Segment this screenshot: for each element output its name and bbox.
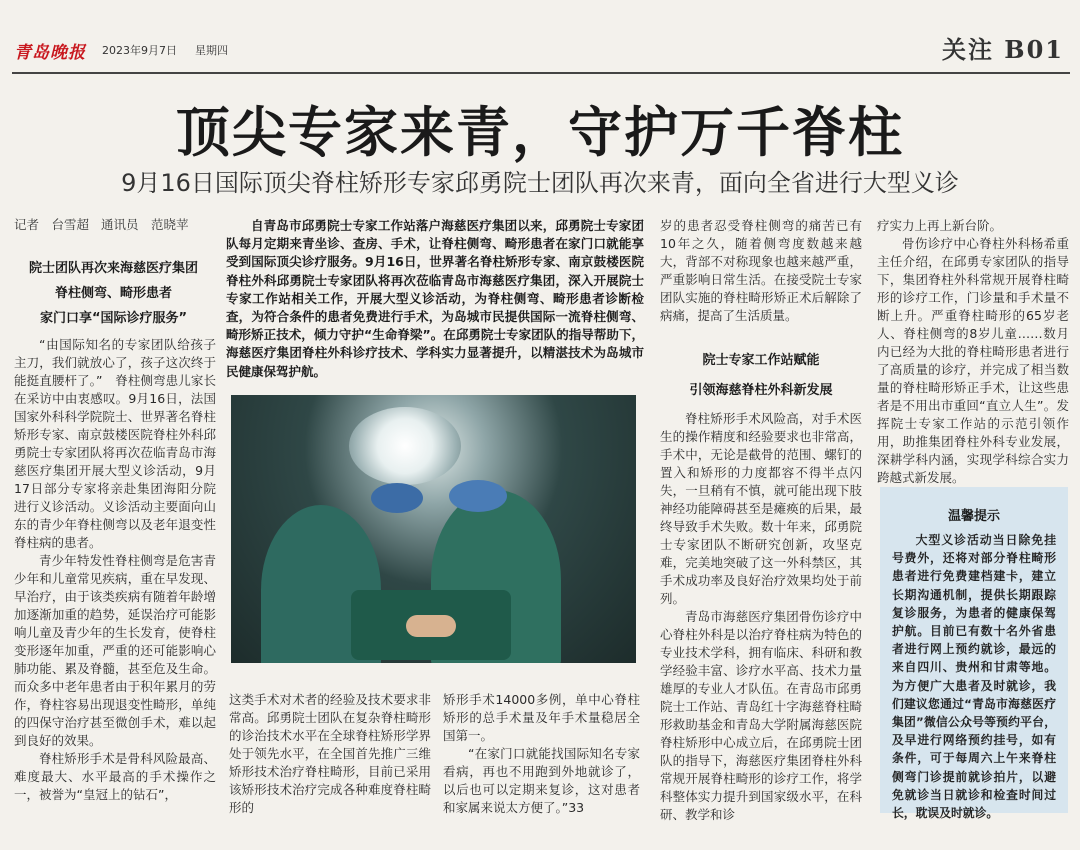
- article-column-5: [877, 217, 1069, 487]
- section-label: 关注 B01: [941, 35, 1064, 64]
- correspondent-credit: 通讯员 范晓苹: [101, 217, 189, 232]
- paragraph: “由国际知名的专家团队给孩子主刀，我们就放心了，孩子这次终于能挺直腰杆了。” 脊柱侧弯患儿家长在采访中由衷感叹。9月16日，法国国家外科科学院院士、世界著名脊柱矫形专家、南京鼓楼医院脊柱外科邱勇院士专家团队将再次莅临青岛市海慈医疗集团开展大型义诊活动，9月17日部分专家将亲赴集团海阳分院进行义诊活动。义诊活动主要面向山东的青少年脊柱侧弯以及老年退变性脊柱病的患者。: [14, 337, 216, 550]
- reporter-credit: 记者 台雪超: [14, 217, 90, 232]
- issue-weekday: 星期四: [195, 44, 228, 57]
- paragraph: 脊柱矫形手术风险高，对手术医生的操作精度和经验要求也非常高，手术中，无论是截骨的范围、螺钉的置入和矫形的力度都容不得半点闪失，一旦稍有不慎，就可能出现下肢神经功能障碍甚至是瘫痪的后果，最终导致手术失败。数十年来，邱勇院士专家团队不断研究创新，攻坚克难，完美地突破了这一外科禁区，其手术成功率及良好治疗效果均处于前列。: [660, 411, 862, 606]
- mid-subheading-line: 院士专家工作站赋能: [702, 353, 820, 368]
- left-subheading-line: 家门口享“国际诊疗服务”: [39, 311, 188, 326]
- masthead-rule: [12, 72, 1070, 74]
- surgical-cap: [449, 480, 507, 512]
- left-subheading-line: 脊柱侧弯、畸形患者: [54, 286, 172, 301]
- paragraph: 岁的患者忍受脊柱侧弯的痛苦已有10年之久，随着侧弯度数越来越大，背部不对称现象也越来越严重，严重影响日常生活。在接受院士专家团队实施的脊柱畸形矫正术后解除了病痛，提高了生活质量。: [660, 218, 862, 323]
- paragraph: 骨伤诊疗中心脊柱外科杨希重主任介绍，在邱勇专家团队的指导下，集团脊柱外科常规开展脊柱畸形的诊疗工作，门诊量和手术量不断上升。严重脊柱畸形的65岁老人、脊柱侧弯的8岁儿童……数月内已经为大批的脊柱畸形患者进行了高质量的诊疗，并完成了相当数量的脊柱畸形矫正手术，让这些患者是不用出市重回“直立人生”。发挥院士专家工作站的示范引领作用，助推集团脊柱外科专业发展，深耕学科内涵，实现学科综合实力跨越式新发展。: [877, 236, 1069, 485]
- tip-box: [880, 487, 1068, 821]
- surgery-photo: [231, 395, 636, 663]
- newspaper-logo: 青岛晚报: [14, 43, 86, 63]
- paragraph: 矫形手术14000多例，单中心脊柱矫形的总手术量及年手术量稳居全国第一。: [443, 692, 640, 743]
- paragraph: 疗实力上再上新台阶。: [877, 218, 1003, 233]
- tip-title: 温馨提示: [947, 509, 1000, 524]
- surgical-cap: [371, 483, 423, 513]
- paragraph: “在家门口就能找国际知名专家看病，再也不用跑到外地就诊了，以后也可以定期来复诊，这对患者和家属来说太方便了。”33: [443, 746, 640, 815]
- issue-date: 2023年9月7日: [102, 44, 177, 57]
- headline: 顶尖专家来青，守护万千脊柱: [176, 100, 904, 164]
- article-column-3: [443, 691, 640, 817]
- paragraph: 脊柱矫形手术是骨科风险最高、难度最大、水平最高的手术操作之一，被誉为“皇冠上的钻石”，: [14, 751, 216, 802]
- article-column-4-top: [660, 217, 862, 325]
- left-subheading: [12, 256, 215, 331]
- left-subheading-line: 院士团队再次来海慈医疗集团: [28, 261, 198, 276]
- article-column-1: [14, 336, 216, 804]
- article-column-2: [229, 691, 431, 817]
- paragraph: 青少年特发性脊柱侧弯是危害青少年和儿童常见疾病，重在早发现、早治疗，由于该类疾病有随着年龄增加逐渐加重的趋势，延误治疗可能影响儿童及青少年的生长发育，使脊柱变形逐年加重，严重的还可能影响心肺功能、累及脊髓，甚至危及生命。而众多中老年患者由于积年累月的劳作，脊柱容易出现退变性畸形，单纯的四保守治疗甚至微创手术，难以起到良好的效果。: [14, 553, 216, 748]
- subheadline: 9月16日国际顶尖脊柱矫形专家邱勇院士团队再次来青，面向全省进行大型义诊: [121, 169, 959, 197]
- byline: [14, 215, 197, 233]
- tip-body: 大型义诊活动当日除免挂号费外，还将对部分脊柱畸形患者进行免费建档建卡，建立长期沟通机制，提供长期跟踪复诊服务，为患者的健康保驾护航。目前已有数十名外省患者进行网上预约就诊，最远的来自四川、贵州和甘肃等地。为方便广大患者及时就诊，我们建议您通过“青岛市海慈医疗集团”微信公众号等预约平台，及早进行网络预约挂号，如有条件，可于每周六上午来脊柱侧弯门诊提前就诊拍片，以避免就诊当日就诊和检查时间过长，耽误及时就诊。: [892, 533, 1056, 821]
- surgical-lamp: [349, 407, 461, 485]
- masthead: [12, 30, 1070, 72]
- gloved-hands: [406, 615, 456, 637]
- paragraph: 青岛市海慈医疗集团骨伤诊疗中心脊柱外科是以治疗脊柱病为特色的专业技术学科，拥有临床、科研和教学经验丰富、诊疗水平高、技术力量雄厚的专业人才队伍。在青岛市邱勇院士工作站、青岛红十字海慈脊柱畸形救助基金和青岛大学附属海慈医院脊柱矫形中心成立后，在邱勇院士团队的指导下，海慈医疗集团脊柱外科常规开展脊柱畸形的诊疗工作，将学科整体实力提升到国家级水平，在科研、教学和诊: [660, 609, 862, 822]
- mid-subheading: [655, 346, 867, 406]
- mid-subheading-line: 引领海慈脊柱外科新发展: [689, 383, 833, 398]
- article-column-4: [660, 410, 862, 824]
- paragraph: 这类手术对术者的经验及技术要求非常高。邱勇院士团队在复杂脊柱畸形的诊治技术水平在全球脊柱矫形学界处于领先水平，在全国首先推广三维矫形技术治疗脊柱畸形，目前已采用该矫形技术治疗完成各种难度脊柱畸形的: [229, 692, 431, 815]
- lede-paragraph: 自青岛市邱勇院士专家工作站落户海慈医疗集团以来，邱勇院士专家团队每月定期来青坐诊、查房、手术，让脊柱侧弯、畸形患者在家门口就能享受到国际顶尖诊疗服务。9月16日，世界著名脊柱矫形专家、南京鼓楼医院脊柱外科邱勇院士专家团队将再次莅临青岛市海慈医疗集团，深入开展院士专家工作站相关工作，开展大型义诊活动，为脊柱侧弯、畸形患者诊断检查，为符合条件的患者免费进行手术，为岛城市民提供国际一流脊柱侧弯、畸形矫正技术，倾力守护“生命脊梁”。在邱勇院士专家团队的指导帮助下，海慈医疗集团脊柱外科诊疗技术、学科实力显著提升，以精湛技术为岛城市民健康保驾护航。: [226, 218, 644, 379]
